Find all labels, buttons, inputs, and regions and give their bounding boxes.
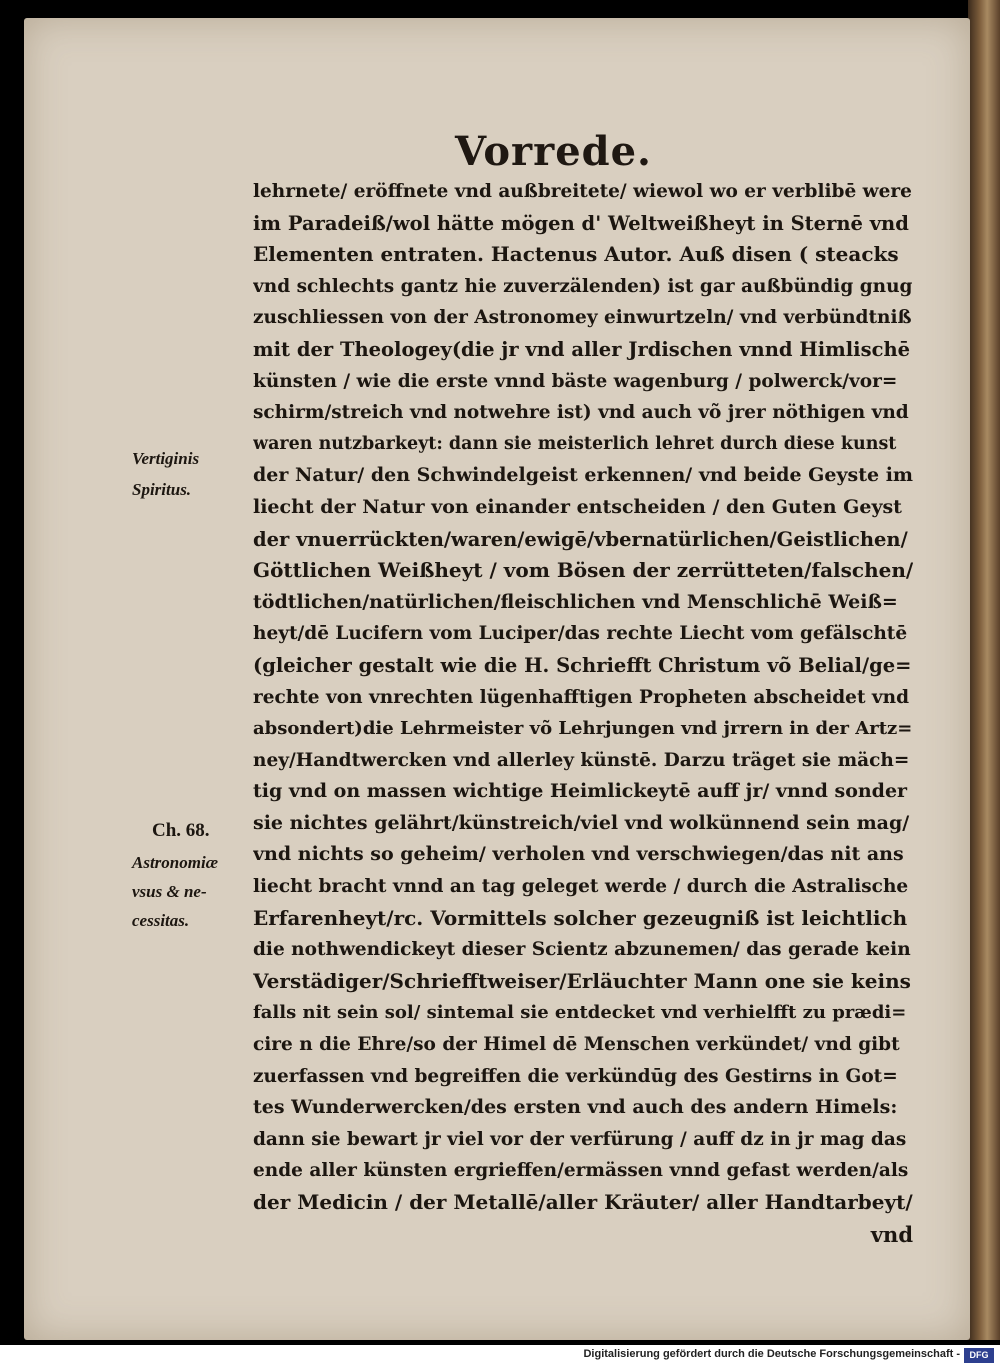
text-line: Elementen entraten. Hactenus Autor. Auß disen ( steacks <box>253 242 899 267</box>
text-line: Göttlichen Weißheyt / vom Bösen der zerrütteten/falschen/ <box>253 558 913 583</box>
text-line: ende aller künsten ergrieffen/ermässen vnnd gefast werden/als <box>253 1160 909 1182</box>
text-line: der Natur/ den Schwindelgeist erkennen/ vnd beide Geyste im <box>253 464 913 487</box>
page-heading: Vorrede. <box>455 128 652 175</box>
text-line: Verstädiger/Schriefftweiser/Erläuchter Mann one sie keins <box>253 968 911 993</box>
text-line: zuerfassen vnd begreiffen die verkündūg des Gestirns in Got= <box>253 1065 898 1087</box>
text-line: der vnuerrückten/waren/ewigē/vbernatürlichen/Geistlichen/ <box>253 527 908 551</box>
margin-note-vertiginis: Vertiginis Spiritus. <box>132 449 200 499</box>
text-line: künsten / wie die erste vnnd bäste wagenburg / polwerck/vor= <box>253 370 898 392</box>
margin-note-chapter: Ch. 68. <box>152 820 210 841</box>
text-line: die nothwendickeyt dieser Scientz abzunemen/ das gerade kein <box>253 939 911 961</box>
text-line: sie nichtes gelährt/künstreich/viel vnd wolkünnend sein mag/ <box>253 811 910 834</box>
text-line: Erfarenheyt/rc. Vormittels solcher gezeugniß ist leichtlich <box>253 905 908 930</box>
text-line: cire n die Ehre/so der Himel dē Menschen verkündet/ vnd gibt <box>253 1034 900 1056</box>
text-line: liecht bracht vnnd an tag geleget werde / durch die Astralische <box>253 876 909 898</box>
text-line: (gleicher gestalt wie die H. Schriefft Christum võ Belial/ge= <box>253 653 912 677</box>
text-line: absondert)die Lehrmeister võ Lehrjungen vnd jrrern in der Artz= <box>253 718 913 740</box>
text-line: zuschliessen von der Astronomey einwurtzeln/ vnd verbündtniß <box>253 307 912 329</box>
text-line: tödtlichen/natürlichen/fleischlichen vnd Menschlichē Weiß= <box>253 590 898 613</box>
text-line: liecht der Natur von einander entscheiden / den Guten Geyst <box>253 495 902 518</box>
dfg-logo: DFG <box>964 1348 994 1363</box>
text-line: vnd nichts so geheim/ verholen vnd verschwiegen/das nit ans <box>253 843 904 866</box>
text-line: falls nit sein sol/ sintemal sie entdecket vnd verhielfft zu prædi= <box>253 1002 907 1024</box>
text-line: heyt/dē Lucifern vom Luciper/das rechte Liecht vom gefälschtē <box>253 623 908 645</box>
book-edge <box>968 0 1000 1340</box>
footer-bar <box>0 1345 1000 1367</box>
text-line: lehrnete/ eröffnete vnd außbreitete/ wiewol wo er verblibē were <box>253 181 912 202</box>
text-line: waren nutzbarkeyt: dann sie meisterlich lehret durch diese kunst <box>253 433 897 454</box>
margin-note-astronomiae: Astronomiæ vsus & ne- cessitas. <box>132 853 218 930</box>
text-line: ney/Handtwercken vnd allerley künstē. Darzu träget sie mäch= <box>253 749 910 771</box>
text-line: schirm/streich vnd notwehre ist) vnd auch võ jrer nöthigen vnd <box>253 402 909 424</box>
text-line: tig vnd on massen wichtige Heimlickeytē auff jr/ vnnd sonder <box>253 780 908 803</box>
text-line: rechte von vnrechten lügenhafftigen Propheten abscheidet vnd <box>253 686 910 708</box>
text-line: mit der Theologey(die jr vnd aller Jrdischen vnnd Himlischē <box>253 337 911 361</box>
text-line: tes Wunderwercken/des ersten vnd auch des andern Himels: <box>253 1096 898 1119</box>
text-line: vnd <box>870 1221 913 1247</box>
body-text <box>253 176 913 1250</box>
text-line: dann sie bewart jr viel vor der verfürung / auff dz in jr mag das <box>253 1128 907 1150</box>
footer-credit: Digitalisierung gefördert durch die Deutsche Forschungsgemeinschaft - <box>583 1348 960 1360</box>
text-line: der Medicin / der Metallē/aller Kräuter/ aller Handtarbeyt/ <box>253 1190 913 1214</box>
text-line: vnd schlechts gantz hie zuverzälenden) ist gar außbündig gnug <box>253 275 913 297</box>
text-line: im Paradeiß/wol hätte mögen d' Weltweißheyt in Sternē vnd <box>253 211 909 235</box>
